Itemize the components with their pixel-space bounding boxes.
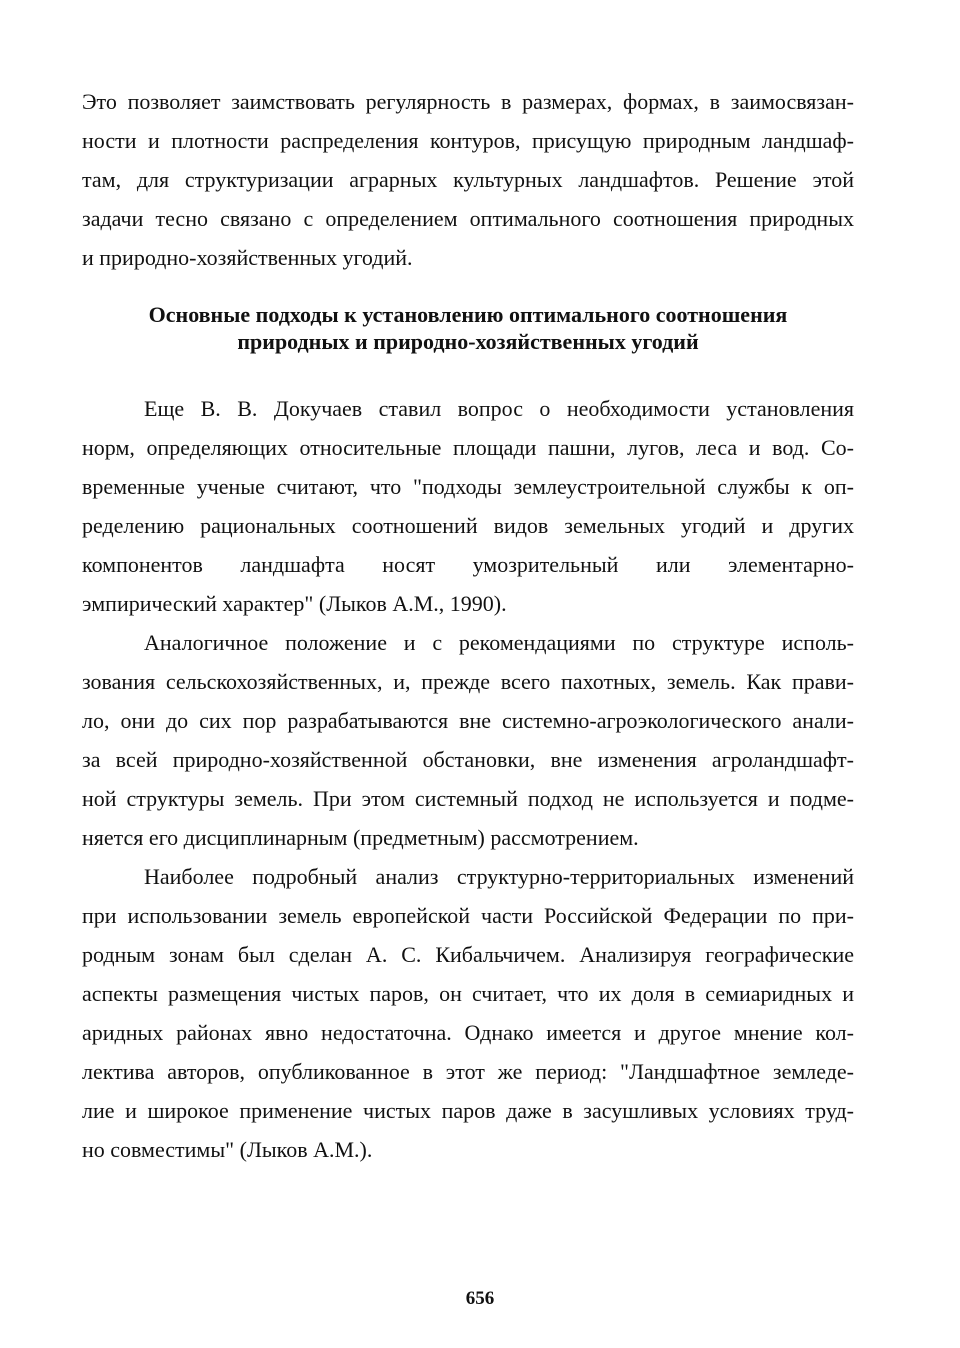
paragraph-4 [82,857,854,1169]
text-line: временные ученые считают, что "подходы землеустроительной службы к оп- [82,474,854,499]
section-heading-line-1: Основные подходы к установлению оптимального соотношения [148,302,788,327]
text-line: за всей природно-хозяйственной обстановки, вне изменения агроландшафт- [82,747,854,772]
text-line: зования сельскохозяйственных, и, прежде всего пахотных, земель. Как прави- [82,669,854,694]
text-line: Аналогичное положение и с рекомендациями по структуре исполь- [144,630,854,655]
text-line: ределению рациональных соотношений видов земельных угодий и других [82,513,854,538]
text-line: лектива авторов, опубликованное в этот же период: "Ландшафтное земледе- [82,1059,854,1084]
page-body [82,82,854,1169]
text-line: норм, определяющих относительные площади пашни, лугов, леса и вод. Со- [82,435,854,460]
paragraph-3 [82,623,854,857]
text-line: аспекты размещения чистых паров, он считает, что их доля в семиаридных и [82,981,854,1006]
text-line: ной структуры земель. При этом системный подход не используется и подме- [82,786,854,811]
text-line: при использовании земель европейской части Российской Федерации по при- [82,903,854,928]
section-heading [82,301,854,355]
paragraph-1 [82,82,854,277]
text-line: ло, они до сих пор разрабатываются вне системно-агроэкологического анали- [82,708,854,733]
text-line: и природно-хозяйственных угодий. [82,245,413,270]
text-line: Наиболее подробный анализ структурно-территориальных изменений [144,864,854,889]
text-line: родным зонам был сделан А. С. Кибальчичем. Анализируя географические [82,942,854,967]
text-line: лие и широкое применение чистых паров даже в засушливых условиях труд- [82,1098,854,1123]
page-number: 656 [465,1288,495,1309]
text-line: эмпирический характер" (Лыков А.М., 1990). [82,591,507,616]
text-line: задачи тесно связано с определением оптимального соотношения природных [82,206,854,231]
text-line: няется его дисциплинарным (предметным) рассмотрением. [82,825,639,850]
text-line: Еще В. В. Докучаев ставил вопрос о необходимости установления [144,396,854,421]
section-heading-line-2: природных и природно-хозяйственных угодий [237,329,699,354]
text-line: аридных районах явно недостаточна. Однако имеется и другое мнение кол- [82,1020,854,1045]
text-line: Это позволяет заимствовать регулярность в размерах, формах, в заимосвязан- [82,89,854,114]
text-line: но совместимы" (Лыков А.М.). [82,1137,373,1162]
paragraph-2 [82,389,854,623]
text-line: компонентов ландшафта носят умозрительный или элементарно- [82,552,854,577]
text-line: там, для структуризации аграрных культурных ландшафтов. Решение этой [82,167,854,192]
text-line: ности и плотности распределения контуров, присущую природным ландшаф- [82,128,854,153]
